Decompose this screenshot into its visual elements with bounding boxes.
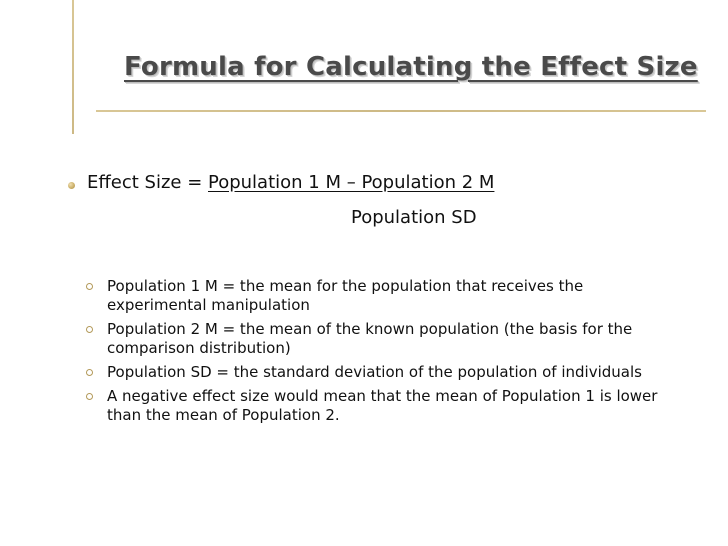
circle-bullet-icon (86, 369, 93, 376)
list-item (86, 320, 686, 358)
circle-bullet-icon (86, 326, 93, 333)
bullet-icon (68, 182, 75, 189)
list-item (86, 387, 686, 425)
title-divider (96, 110, 706, 112)
list-item (86, 363, 686, 382)
list-item-text: Population SD = the standard deviation of the population of individuals (107, 363, 642, 381)
formula-denominator: Population SD (351, 207, 477, 228)
vertical-accent-line (72, 0, 74, 134)
circle-bullet-icon (86, 283, 93, 290)
list-item (86, 277, 686, 315)
formula-lhs: Effect Size = (87, 172, 208, 193)
effect-size-formula (87, 172, 494, 193)
list-item-text: Population 2 M = the mean of the known population (the basis for the comparison distribution) (107, 320, 633, 357)
list-item-text: Population 1 M = the mean for the population that receives the experimental manipulation (107, 277, 584, 314)
formula-numerator: Population 1 M – Population 2 M (208, 172, 495, 193)
circle-bullet-icon (86, 393, 93, 400)
slide-title: Formula for Calculating the Effect Size (124, 52, 698, 82)
list-item-text: A negative effect size would mean that the mean of Population 1 is lower than the mean of Population 2. (107, 387, 658, 424)
definition-list (86, 277, 686, 430)
